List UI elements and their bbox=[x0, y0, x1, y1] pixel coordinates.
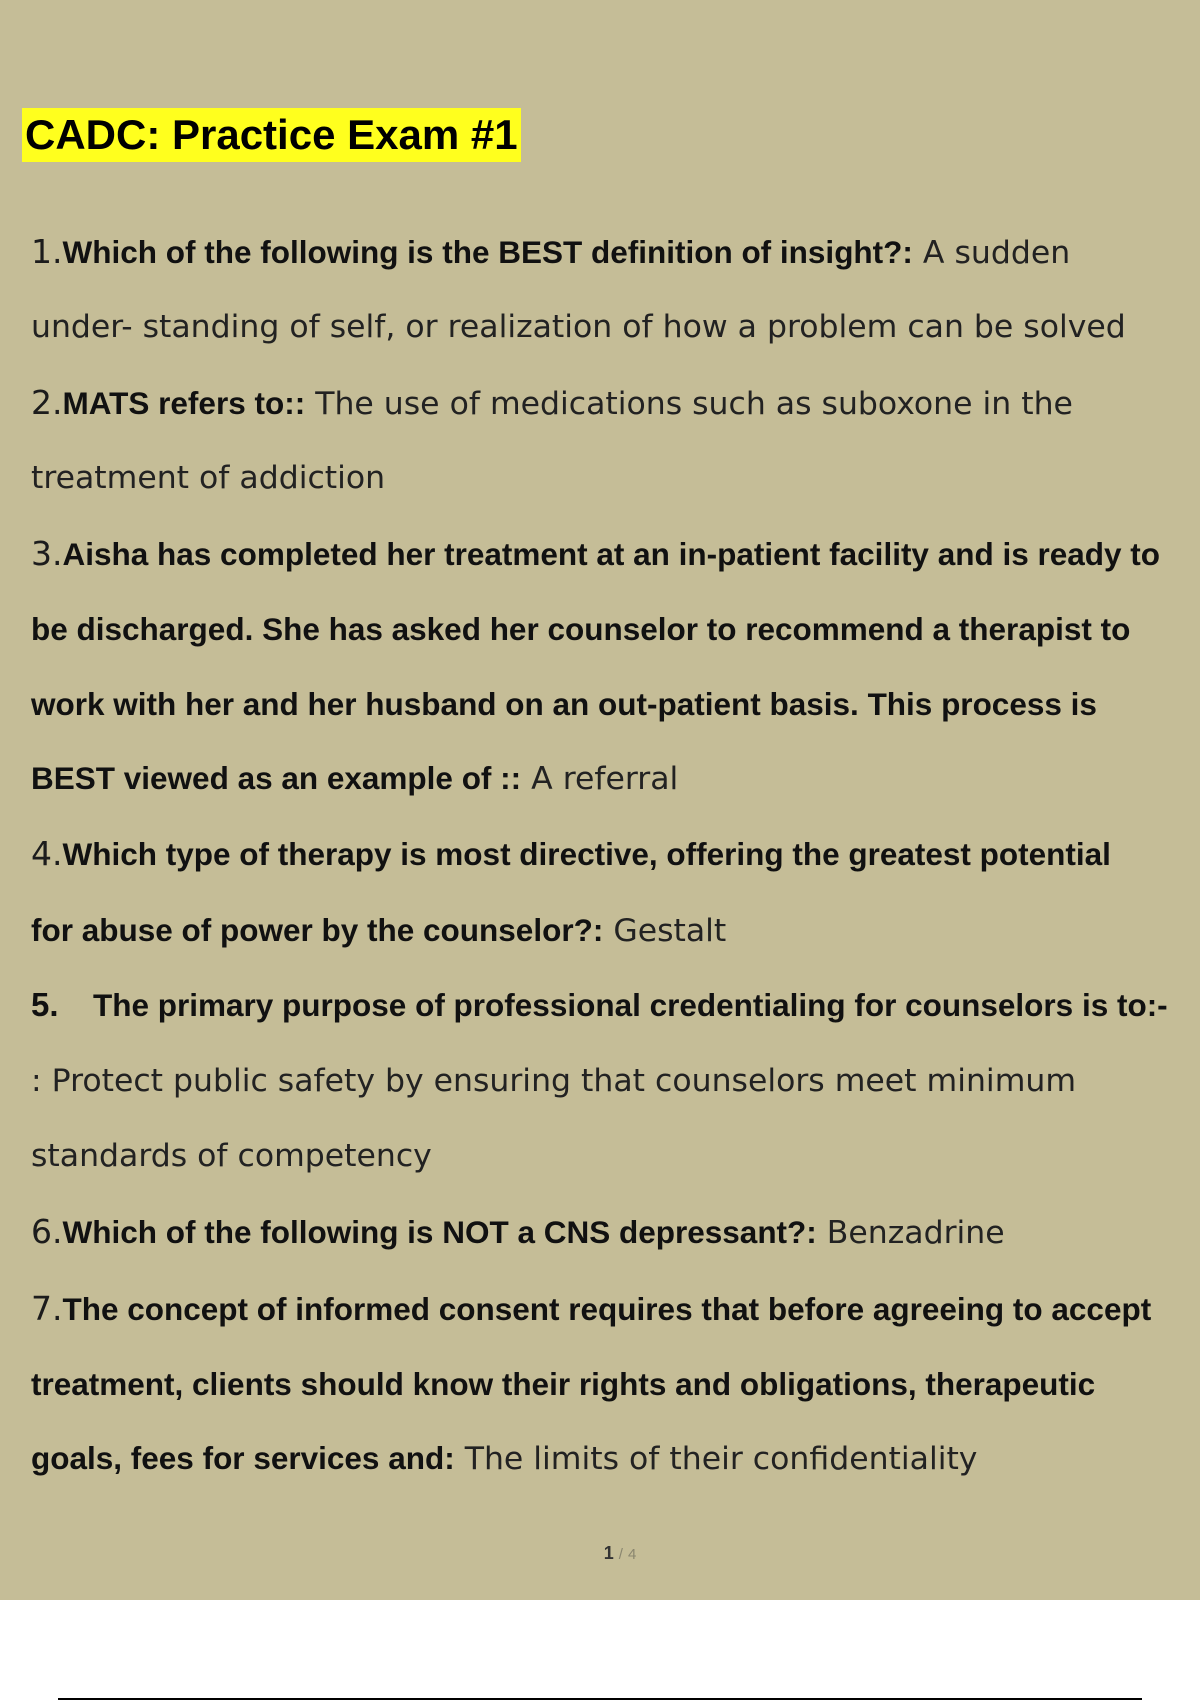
question-text: Which of the following is the BEST definition of insight?: bbox=[62, 234, 913, 270]
text-line bbox=[31, 534, 1160, 575]
answer-text: Benzadrine bbox=[816, 1215, 1005, 1251]
text-line bbox=[31, 758, 678, 799]
question-text: be discharged. She has asked her counselor to recommend a therapist to bbox=[31, 611, 1131, 647]
answer-text: : Protect public safety by ensuring that counselors meet minimum bbox=[31, 1063, 1077, 1099]
answer-text: under- standing of self, or realization of how a problem can be solved bbox=[31, 309, 1126, 345]
question-number: 2. bbox=[31, 383, 63, 422]
question-text: Which of the following is NOT a CNS depressant?: bbox=[62, 1214, 817, 1250]
question-number: 6. bbox=[31, 1212, 63, 1251]
answer-text: Gestalt bbox=[603, 913, 727, 949]
text-line bbox=[31, 458, 385, 498]
text-line bbox=[31, 1364, 1095, 1405]
question-text: The concept of informed consent requires that before agreeing to accept bbox=[62, 1291, 1152, 1327]
question-text: for abuse of power by the counselor?: bbox=[31, 912, 604, 948]
text-line bbox=[31, 1438, 977, 1479]
text-line bbox=[31, 684, 1097, 725]
question-text: The primary purpose of professional credentialing for counselors is to:- bbox=[93, 987, 1168, 1023]
answer-text: standards of competency bbox=[31, 1138, 432, 1174]
text-line bbox=[31, 1136, 432, 1176]
answer-text: A referral bbox=[521, 761, 679, 797]
question-text: Aisha has completed her treatment at an in-patient facility and is ready to bbox=[62, 536, 1161, 572]
question-number: 3. bbox=[31, 534, 63, 573]
text-line bbox=[31, 609, 1130, 650]
question-text: BEST viewed as an example of :: bbox=[31, 760, 522, 796]
text-line bbox=[31, 910, 726, 951]
text-line bbox=[31, 383, 1073, 424]
text-line bbox=[31, 1061, 1076, 1101]
answer-text: treatment of addiction bbox=[31, 460, 386, 496]
text-line bbox=[31, 834, 1111, 875]
question-number: 5. bbox=[31, 986, 59, 1023]
question-text: treatment, clients should know their rights and obligations, therapeutic bbox=[31, 1366, 1096, 1402]
question-number: 4. bbox=[31, 834, 63, 873]
page-indicator bbox=[0, 1543, 1200, 1564]
question-number: 1. bbox=[31, 232, 63, 271]
text-line bbox=[31, 232, 1070, 273]
current-page-number: 1 bbox=[603, 1543, 614, 1563]
question-text: MATS refers to:: bbox=[62, 385, 306, 421]
text-line bbox=[31, 1212, 1005, 1253]
text-line bbox=[31, 1289, 1151, 1330]
total-pages-number: 4 bbox=[627, 1546, 637, 1563]
question-number: 7. bbox=[31, 1289, 63, 1328]
answer-text: The use of medications such as suboxone in the bbox=[305, 386, 1073, 422]
answer-text: A sudden bbox=[912, 235, 1071, 271]
text-line bbox=[31, 307, 1126, 347]
question-text: Which type of therapy is most directive, offering the greatest potential bbox=[62, 836, 1111, 872]
question-text: work with her and her husband on an out-patient basis. This process is bbox=[31, 686, 1097, 722]
page-title: CADC: Practice Exam #1 bbox=[22, 108, 521, 162]
page-separator: / bbox=[618, 1546, 623, 1563]
text-line bbox=[31, 985, 1168, 1026]
answer-text: The limits of their confidentiality bbox=[454, 1441, 978, 1477]
question-text: goals, fees for services and: bbox=[31, 1440, 455, 1476]
